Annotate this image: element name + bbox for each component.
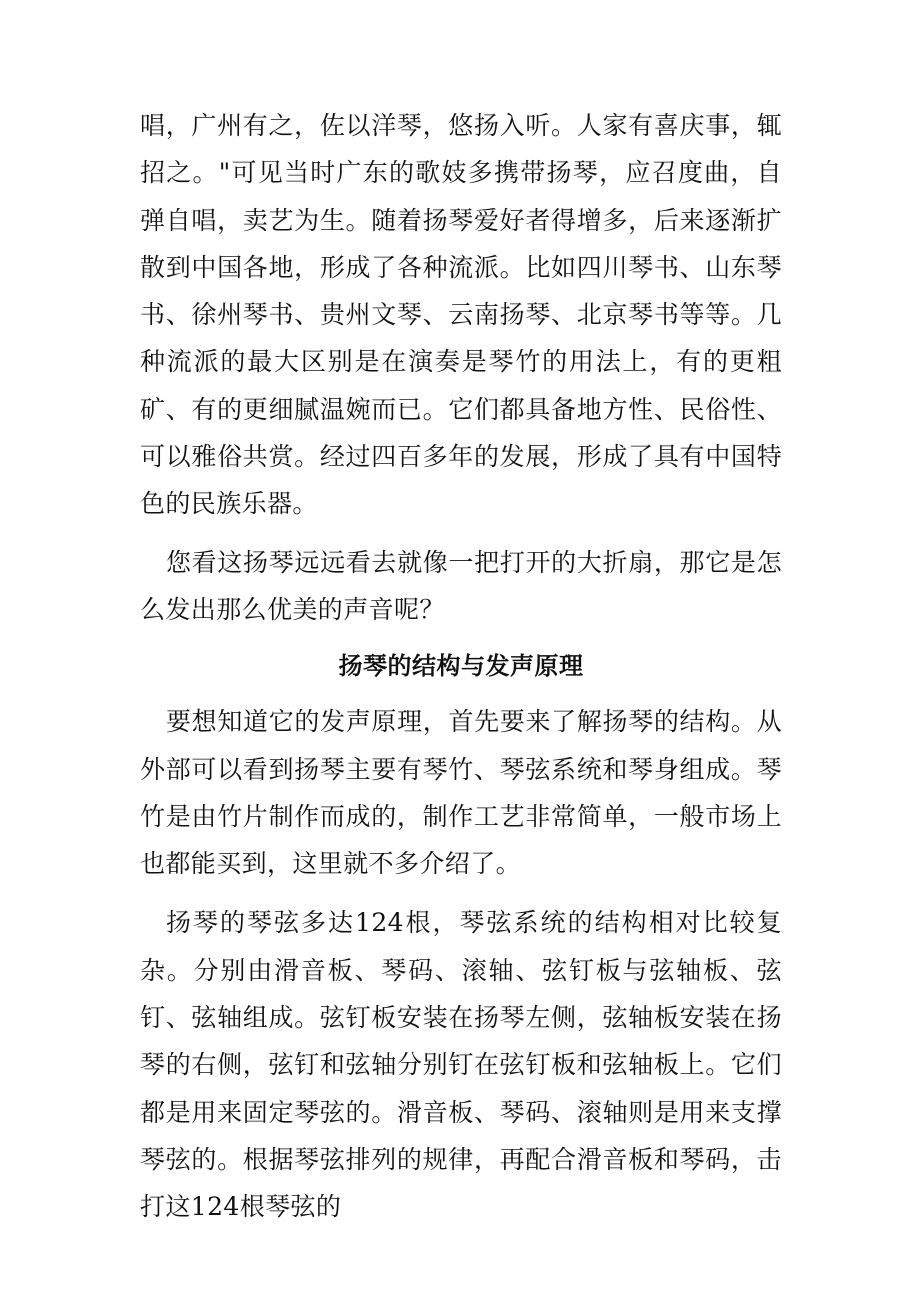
- paragraph-structure-intro: 要想知道它的发声原理，首先要来了解扬琴的结构。从外部可以看到扬琴主要有琴竹、琴弦系统和琴身组成。琴竹是由竹片制作而成的，制作工艺非常简单，一般市场上也都能买到，这里就不多介绍了。: [140, 707, 782, 879]
- section-heading: 扬琴的结构与发声原理: [338, 651, 584, 681]
- paragraph-continuation: 唱，广州有之，佐以洋琴，悠扬入听。人家有喜庆事，辄招之。"可见当时广东的歌妓多携带扬琴，应召度曲，自弹自唱，卖艺为生。随着扬琴爱好者得增多，后来逐渐扩散到中国各地，形成了各种流派。比如四川琴书、山东琴书、徐州琴书、贵州文琴、云南扬琴、北京琴书等等。几种流派的最大区别是在演奏是琴竹的用法上，有的更粗矿、有的更细腻温婉而已。它们都具备地方性、民俗性、可以雅俗共赏。经过四百多年的发展，形成了具有中国特色的民族乐器。: [140, 111, 782, 519]
- document-page: [140, 102, 782, 1231]
- paragraph-string-system: 扬琴的琴弦多达124根，琴弦系统的结构相对比较复杂。分别由滑音板、琴码、滚轴、弦钉板与弦轴板、弦钉、弦轴组成。弦钉板安装在扬琴左侧，弦轴板安装在扬琴的右侧，弦钉和弦轴分别钉在弦钉板和弦轴板上。它们都是用来固定琴弦的。滑音板、琴码、滚轴则是用来支撑琴弦的。根据琴弦排列的规律，再配合滑音板和琴码，击打这124根琴弦的: [140, 908, 782, 1222]
- paragraph-fan-question: 您看这扬琴远远看去就像一把打开的大折扇，那它是怎么发出那么优美的声音呢？: [140, 547, 782, 624]
